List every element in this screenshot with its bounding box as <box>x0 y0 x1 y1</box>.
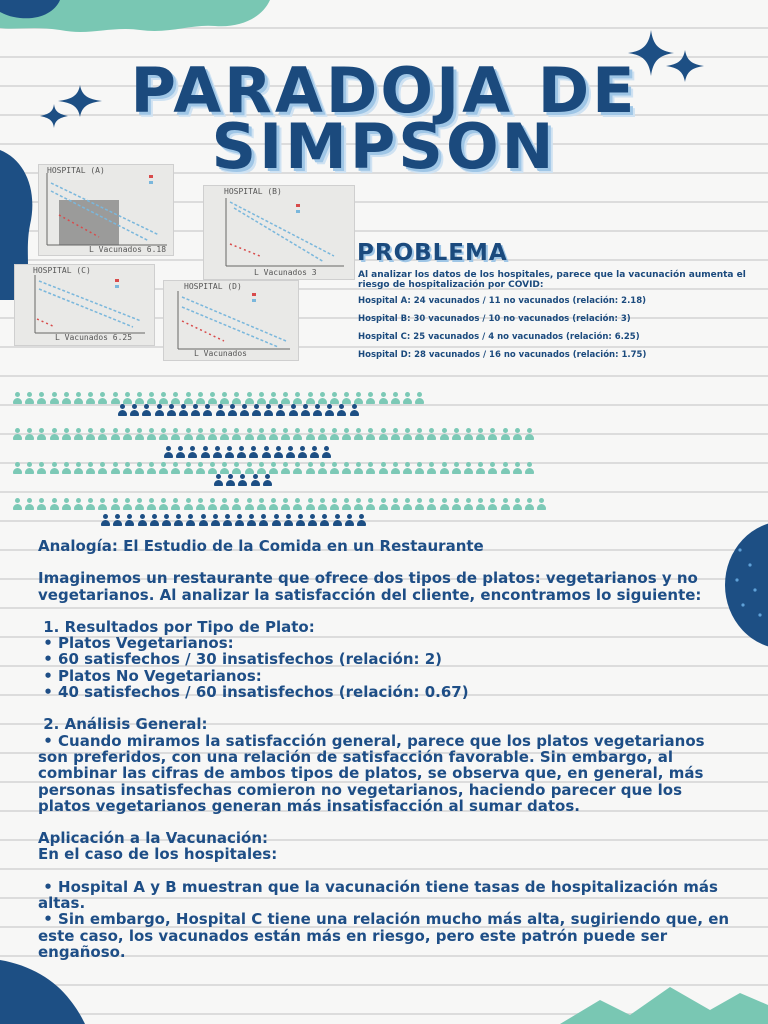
person-icon <box>319 514 330 528</box>
person-icon <box>487 498 498 512</box>
person-icon <box>158 428 169 442</box>
person-icon <box>49 498 60 512</box>
person-icon <box>261 446 272 460</box>
person-icon <box>463 428 474 442</box>
hospital-a-stat: Hospital A: 24 vacunados / 11 no vacunados (relación: 2.18) <box>358 296 647 306</box>
person-icon <box>353 462 364 476</box>
person-icon <box>97 428 108 442</box>
person-icon <box>280 428 291 442</box>
person-icon <box>117 404 128 418</box>
person-icon <box>195 462 206 476</box>
bottom-left-navy-blob <box>0 960 90 1024</box>
person-icon <box>390 428 401 442</box>
person-icon <box>170 462 181 476</box>
person-icon <box>258 514 269 528</box>
analogia-intro: Imaginemos un restaurante que ofrece dos tipos de platos: vegetarianos y no vegetarianos. Al analizar la satisfacción del cliente, encontramos lo siguiente: <box>38 569 704 604</box>
aplicacion-subtitle: En el caso de los hospitales: <box>38 845 278 864</box>
person-icon <box>190 404 201 418</box>
people-row <box>117 404 361 418</box>
person-icon <box>97 462 108 476</box>
person-icon <box>463 498 474 512</box>
person-icon <box>536 498 547 512</box>
hospital-b-stat: Hospital B: 30 vacunados / 10 no vacunados (relación: 3) <box>358 314 631 324</box>
person-icon <box>36 428 47 442</box>
person-icon <box>97 392 108 406</box>
person-icon <box>61 462 72 476</box>
photo-caption: HOSPITAL (B) <box>224 187 282 196</box>
person-icon <box>236 446 247 460</box>
main-text <box>38 538 738 960</box>
person-icon <box>173 514 184 528</box>
people-row <box>12 428 536 442</box>
people-row <box>12 498 548 512</box>
person-icon <box>61 428 72 442</box>
person-icon <box>36 498 47 512</box>
person-icon <box>134 462 145 476</box>
person-icon <box>134 428 145 442</box>
person-icon <box>215 404 226 418</box>
person-icon <box>141 404 152 418</box>
section2-text: • Cuando miramos la satisfacción general, parece que los platos vegetarianos son preferidos, con una relación de satisfacción favorable. Sin embargo, al combinar las cifras de ambos tipos de platos, se observa que, en general, más personas insatisfechas comieron no vegetarianos, haciendo parecer que los platos vegetarianos generan más insatisfacción al sumar datos. <box>38 731 710 815</box>
person-icon <box>85 392 96 406</box>
person-icon <box>251 404 262 418</box>
person-icon <box>439 498 450 512</box>
aplicacion-line: • Hospital A y B muestran que la vacunación tiene tasas de hospitalización más altas. <box>38 877 724 913</box>
person-icon <box>149 514 160 528</box>
photo-caption: HOSPITAL (D) <box>184 282 242 291</box>
person-icon <box>378 498 389 512</box>
aplicacion-line: • Sin embargo, Hospital C tiene una relación mucho más alta, sugiriendo que, en este caso, los vacunados están más en riesgo, pero este patrón puede ser engañoso. <box>38 910 735 961</box>
person-icon <box>365 392 376 406</box>
person-icon <box>426 462 437 476</box>
person-icon <box>73 392 84 406</box>
person-icon <box>122 428 133 442</box>
person-icon <box>207 428 218 442</box>
section1-line: • 40 satisfechos / 60 insatisfechos (relación: 0.67) <box>38 683 469 702</box>
person-icon <box>378 392 389 406</box>
person-icon <box>292 498 303 512</box>
person-icon <box>183 498 194 512</box>
person-icon <box>85 498 96 512</box>
person-icon <box>426 428 437 442</box>
person-icon <box>292 462 303 476</box>
person-icon <box>36 392 47 406</box>
person-icon <box>512 462 523 476</box>
person-icon <box>475 428 486 442</box>
person-icon <box>317 428 328 442</box>
person-icon <box>161 514 172 528</box>
person-icon <box>100 514 111 528</box>
photo-caption: HOSPITAL (C) <box>33 266 91 275</box>
person-icon <box>341 462 352 476</box>
person-icon <box>292 428 303 442</box>
person-icon <box>210 514 221 528</box>
person-icon <box>341 428 352 442</box>
person-icon <box>158 498 169 512</box>
person-icon <box>329 462 340 476</box>
person-icon <box>183 428 194 442</box>
person-icon <box>110 498 121 512</box>
person-icon <box>305 462 316 476</box>
person-icon <box>341 498 352 512</box>
person-icon <box>248 446 259 460</box>
person-icon <box>378 428 389 442</box>
page-title-line1: PARADOJA DE <box>130 54 638 127</box>
person-icon <box>175 446 186 460</box>
person-icon <box>426 498 437 512</box>
photo-caption: L Vacunados 3 <box>254 268 317 277</box>
hospital-d-stat: Hospital D: 28 vacunados / 16 no vacunados (relación: 1.75) <box>358 350 647 360</box>
person-icon <box>49 462 60 476</box>
hospital-c-chart-photo <box>14 264 155 346</box>
person-icon <box>222 514 233 528</box>
person-icon <box>307 514 318 528</box>
person-icon <box>262 474 273 488</box>
person-icon <box>349 404 360 418</box>
person-icon <box>185 514 196 528</box>
problema-heading: PROBLEMA <box>357 240 508 266</box>
person-icon <box>12 462 23 476</box>
person-icon <box>500 498 511 512</box>
top-teal-blob <box>0 0 300 40</box>
person-icon <box>300 404 311 418</box>
person-icon <box>146 498 157 512</box>
person-icon <box>231 428 242 442</box>
person-icon <box>312 404 323 418</box>
person-icon <box>317 462 328 476</box>
person-icon <box>166 404 177 418</box>
person-icon <box>234 514 245 528</box>
person-icon <box>137 514 148 528</box>
person-icon <box>524 428 535 442</box>
person-icon <box>73 498 84 512</box>
person-icon <box>146 462 157 476</box>
person-icon <box>414 392 425 406</box>
person-icon <box>224 446 235 460</box>
person-icon <box>451 498 462 512</box>
person-icon <box>195 428 206 442</box>
person-icon <box>268 498 279 512</box>
person-icon <box>263 404 274 418</box>
people-row <box>213 474 274 488</box>
person-icon <box>244 498 255 512</box>
person-icon <box>225 474 236 488</box>
person-icon <box>170 498 181 512</box>
person-icon <box>378 462 389 476</box>
section1-line: • 60 satisfechos / 30 insatisfechos (relación: 2) <box>38 650 443 669</box>
person-icon <box>305 428 316 442</box>
person-icon <box>512 428 523 442</box>
person-icon <box>451 428 462 442</box>
person-icon <box>475 498 486 512</box>
person-icon <box>365 462 376 476</box>
person-icon <box>24 392 35 406</box>
person-icon <box>212 446 223 460</box>
person-icon <box>85 462 96 476</box>
person-icon <box>275 404 286 418</box>
person-icon <box>24 462 35 476</box>
analogia-title: Analogía: El Estudio de la Comida en un Restaurante <box>38 537 484 555</box>
person-icon <box>475 462 486 476</box>
person-icon <box>524 462 535 476</box>
person-icon <box>237 474 248 488</box>
person-icon <box>110 462 121 476</box>
person-icon <box>198 514 209 528</box>
person-icon <box>321 446 332 460</box>
person-icon <box>61 498 72 512</box>
photo-caption: L Vacunados <box>194 349 247 358</box>
person-icon <box>356 514 367 528</box>
person-icon <box>85 428 96 442</box>
person-icon <box>12 392 23 406</box>
person-icon <box>256 428 267 442</box>
person-icon <box>487 428 498 442</box>
page-title-line2: SIMPSON <box>211 110 557 183</box>
person-icon <box>12 428 23 442</box>
person-icon <box>244 428 255 442</box>
person-icon <box>250 474 261 488</box>
person-icon <box>73 428 84 442</box>
person-icon <box>365 498 376 512</box>
person-icon <box>207 498 218 512</box>
person-icon <box>402 428 413 442</box>
person-icon <box>344 514 355 528</box>
person-icon <box>271 514 282 528</box>
person-icon <box>61 392 72 406</box>
people-row <box>100 514 368 528</box>
section1-title: 1. Resultados por Tipo de Plato: <box>38 617 315 636</box>
person-icon <box>170 428 181 442</box>
person-icon <box>246 514 257 528</box>
person-icon <box>309 446 320 460</box>
person-icon <box>336 404 347 418</box>
person-icon <box>202 404 213 418</box>
person-icon <box>280 498 291 512</box>
person-icon <box>134 498 145 512</box>
people-row <box>12 462 536 476</box>
section2-title: 2. Análisis General: <box>38 715 208 734</box>
person-icon <box>288 404 299 418</box>
person-icon <box>24 498 35 512</box>
person-icon <box>439 428 450 442</box>
hospital-d-chart-photo <box>163 280 299 361</box>
person-icon <box>154 404 165 418</box>
person-icon <box>324 404 335 418</box>
person-icon <box>390 462 401 476</box>
person-icon <box>402 498 413 512</box>
person-icon <box>414 498 425 512</box>
person-icon <box>231 498 242 512</box>
person-icon <box>239 404 250 418</box>
person-icon <box>122 498 133 512</box>
person-icon <box>227 404 238 418</box>
people-row <box>163 446 334 460</box>
photo-caption: L Vacunados 6.25 <box>55 333 133 342</box>
section1-line: • Platos Vegetarianos: <box>38 634 234 653</box>
person-icon <box>285 446 296 460</box>
hospital-c-stat: Hospital C: 25 vacunados / 4 no vacunados (relación: 6.25) <box>358 332 640 342</box>
person-icon <box>112 514 123 528</box>
bottom-right-teal-mountains <box>560 975 768 1024</box>
person-icon <box>295 514 306 528</box>
person-icon <box>280 462 291 476</box>
person-icon <box>273 446 284 460</box>
person-icon <box>500 428 511 442</box>
person-icon <box>256 498 267 512</box>
person-icon <box>329 498 340 512</box>
person-icon <box>365 428 376 442</box>
person-icon <box>353 428 364 442</box>
person-icon <box>49 392 60 406</box>
person-icon <box>524 498 535 512</box>
person-icon <box>500 462 511 476</box>
person-icon <box>178 404 189 418</box>
person-icon <box>73 462 84 476</box>
person-icon <box>12 498 23 512</box>
person-icon <box>187 446 198 460</box>
person-icon <box>36 462 47 476</box>
person-icon <box>146 428 157 442</box>
person-icon <box>183 462 194 476</box>
person-icon <box>305 498 316 512</box>
person-icon <box>439 462 450 476</box>
person-icon <box>414 428 425 442</box>
person-icon <box>329 428 340 442</box>
person-icon <box>268 428 279 442</box>
person-icon <box>487 462 498 476</box>
person-icon <box>110 428 121 442</box>
person-icon <box>124 514 135 528</box>
aplicacion-title: Aplicación a la Vacunación: <box>38 829 269 848</box>
person-icon <box>122 462 133 476</box>
person-icon <box>24 428 35 442</box>
photo-caption: HOSPITAL (A) <box>47 166 105 175</box>
person-icon <box>283 514 294 528</box>
person-icon <box>163 446 174 460</box>
person-icon <box>414 462 425 476</box>
person-icon <box>97 498 108 512</box>
person-icon <box>158 462 169 476</box>
section1-line: • Platos No Vegetarianos: <box>38 666 262 685</box>
person-icon <box>390 392 401 406</box>
hospital-a-chart-photo <box>38 164 174 256</box>
person-icon <box>451 462 462 476</box>
hospital-b-chart-photo <box>203 185 355 280</box>
person-icon <box>219 428 230 442</box>
person-icon <box>402 392 413 406</box>
person-icon <box>353 498 364 512</box>
person-icon <box>49 428 60 442</box>
person-icon <box>219 498 230 512</box>
person-icon <box>332 514 343 528</box>
person-icon <box>512 498 523 512</box>
person-icon <box>200 446 211 460</box>
person-icon <box>195 498 206 512</box>
person-icon <box>402 462 413 476</box>
problema-intro: Al analizar los datos de los hospitales, parece que la vacunación aumenta el riesgo de hospitalización por COVID: <box>358 270 746 290</box>
person-icon <box>297 446 308 460</box>
person-icon <box>129 404 140 418</box>
person-icon <box>463 462 474 476</box>
person-icon <box>317 498 328 512</box>
person-icon <box>213 474 224 488</box>
person-icon <box>390 498 401 512</box>
photo-caption: L Vacunados 6.18 <box>89 245 167 254</box>
